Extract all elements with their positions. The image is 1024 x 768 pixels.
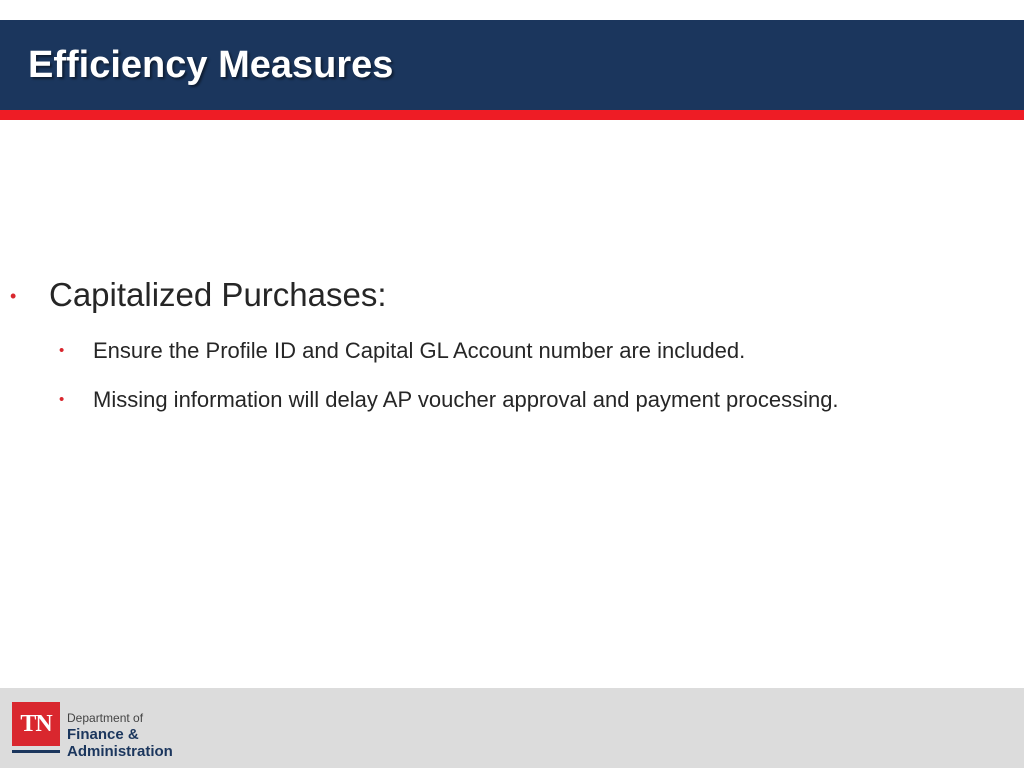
title-bar: [0, 20, 1024, 110]
slide-content: [0, 270, 1024, 434]
bullet-icon: •: [10, 286, 17, 306]
sub-bullet-item: [0, 336, 1024, 385]
department-name-line2: Administration: [67, 743, 173, 760]
department-label: Department of: [67, 711, 144, 725]
bullet-icon: •: [59, 342, 65, 359]
bullet-item: [0, 270, 1024, 322]
sub-bullet-text: Missing information will delay AP voucher approval and payment processing.: [93, 387, 839, 412]
tn-logo-icon: TN: [12, 702, 60, 746]
sub-bullet-text: Ensure the Profile ID and Capital GL Account number are included.: [93, 338, 746, 363]
sub-bullet-list: [0, 336, 1024, 434]
accent-stripe: [0, 110, 1024, 120]
bullet-icon: •: [59, 391, 65, 408]
bullet-text: Capitalized Purchases:: [49, 276, 387, 313]
slide-title: Efficiency Measures: [28, 44, 394, 86]
logo-underline: [12, 750, 60, 753]
department-name-line1: Finance &: [67, 726, 139, 743]
sub-bullet-item: [0, 385, 1024, 434]
footer: [0, 688, 1024, 768]
